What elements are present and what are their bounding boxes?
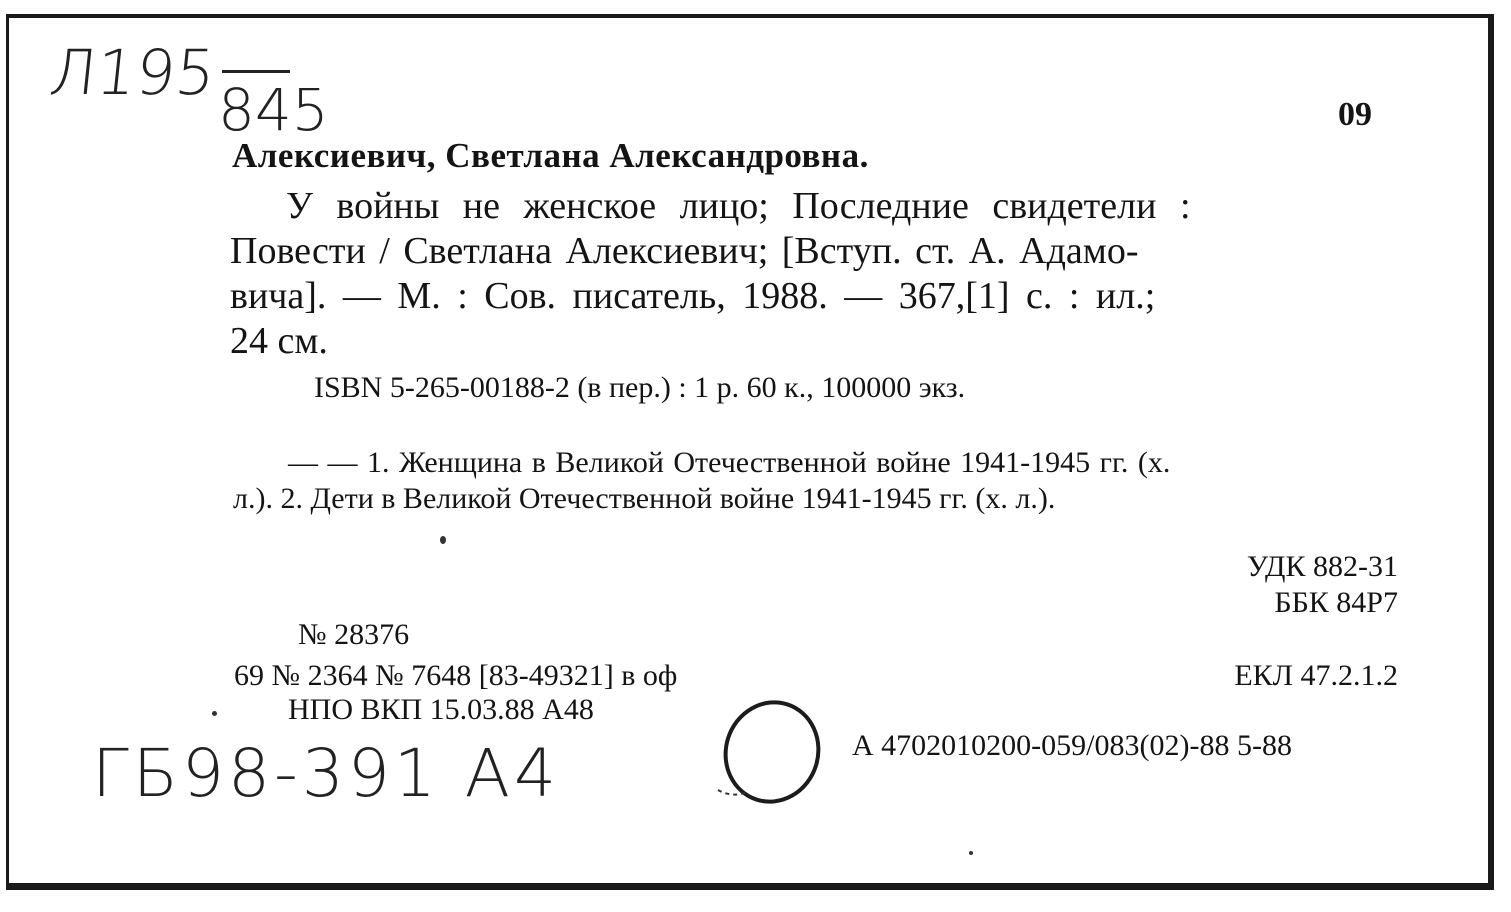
description-line-4: 24 см. <box>230 320 328 362</box>
order-line: 69 № 2364 № 7648 [83-49321] в оф <box>234 659 678 692</box>
description-line-1: У войны не женское лицо; Последние свидетели : <box>286 185 1191 227</box>
npo-line: НПО ВКП 15.03.88 А48 <box>288 693 594 726</box>
handwritten-fraction-number: 845 <box>218 76 329 144</box>
handwritten-bottom-code: ГБ98-391 А4 <box>92 735 560 812</box>
fraction-line <box>222 70 290 73</box>
subject-line-2: л.). 2. Дети в Великой Отечественной войне 1941-1945 гг. (х. л.). <box>233 482 1056 515</box>
ekl-code: ЕКЛ 47.2.1.2 <box>1234 659 1398 692</box>
isbn-line: ISBN 5-265-00188-2 (в пер.) : 1 р. 60 к., 100000 экз. <box>314 371 966 404</box>
publisher-code: А 4702010200-059/083(02)-88 5-88 <box>852 729 1292 762</box>
punch-hole-mark <box>712 694 832 824</box>
card-number: № 28376 <box>298 618 410 651</box>
udk-code: УДК 882-31 <box>1246 550 1398 583</box>
description-line-3: вича]. — М. : Сов. писатель, 1988. — 367,[1] с. : ил.; <box>230 275 1156 317</box>
author-heading: Алексиевич, Светлана Александровна. <box>232 136 869 175</box>
corner-code: 09 <box>1338 96 1372 133</box>
bbk-code: ББК 84Р7 <box>1274 586 1398 619</box>
ink-speck <box>440 536 446 544</box>
handwritten-shelfmark: Л195 <box>46 36 219 109</box>
subject-line-1: — — 1. Женщина в Великой Отечественной войне 1941-1945 гг. (х. <box>288 446 1171 479</box>
ink-speck <box>212 711 217 716</box>
description-line-2: Повести / Светлана Алексиевич; [Вступ. ст. А. Адамо- <box>230 230 1139 272</box>
ink-speck <box>969 851 973 855</box>
